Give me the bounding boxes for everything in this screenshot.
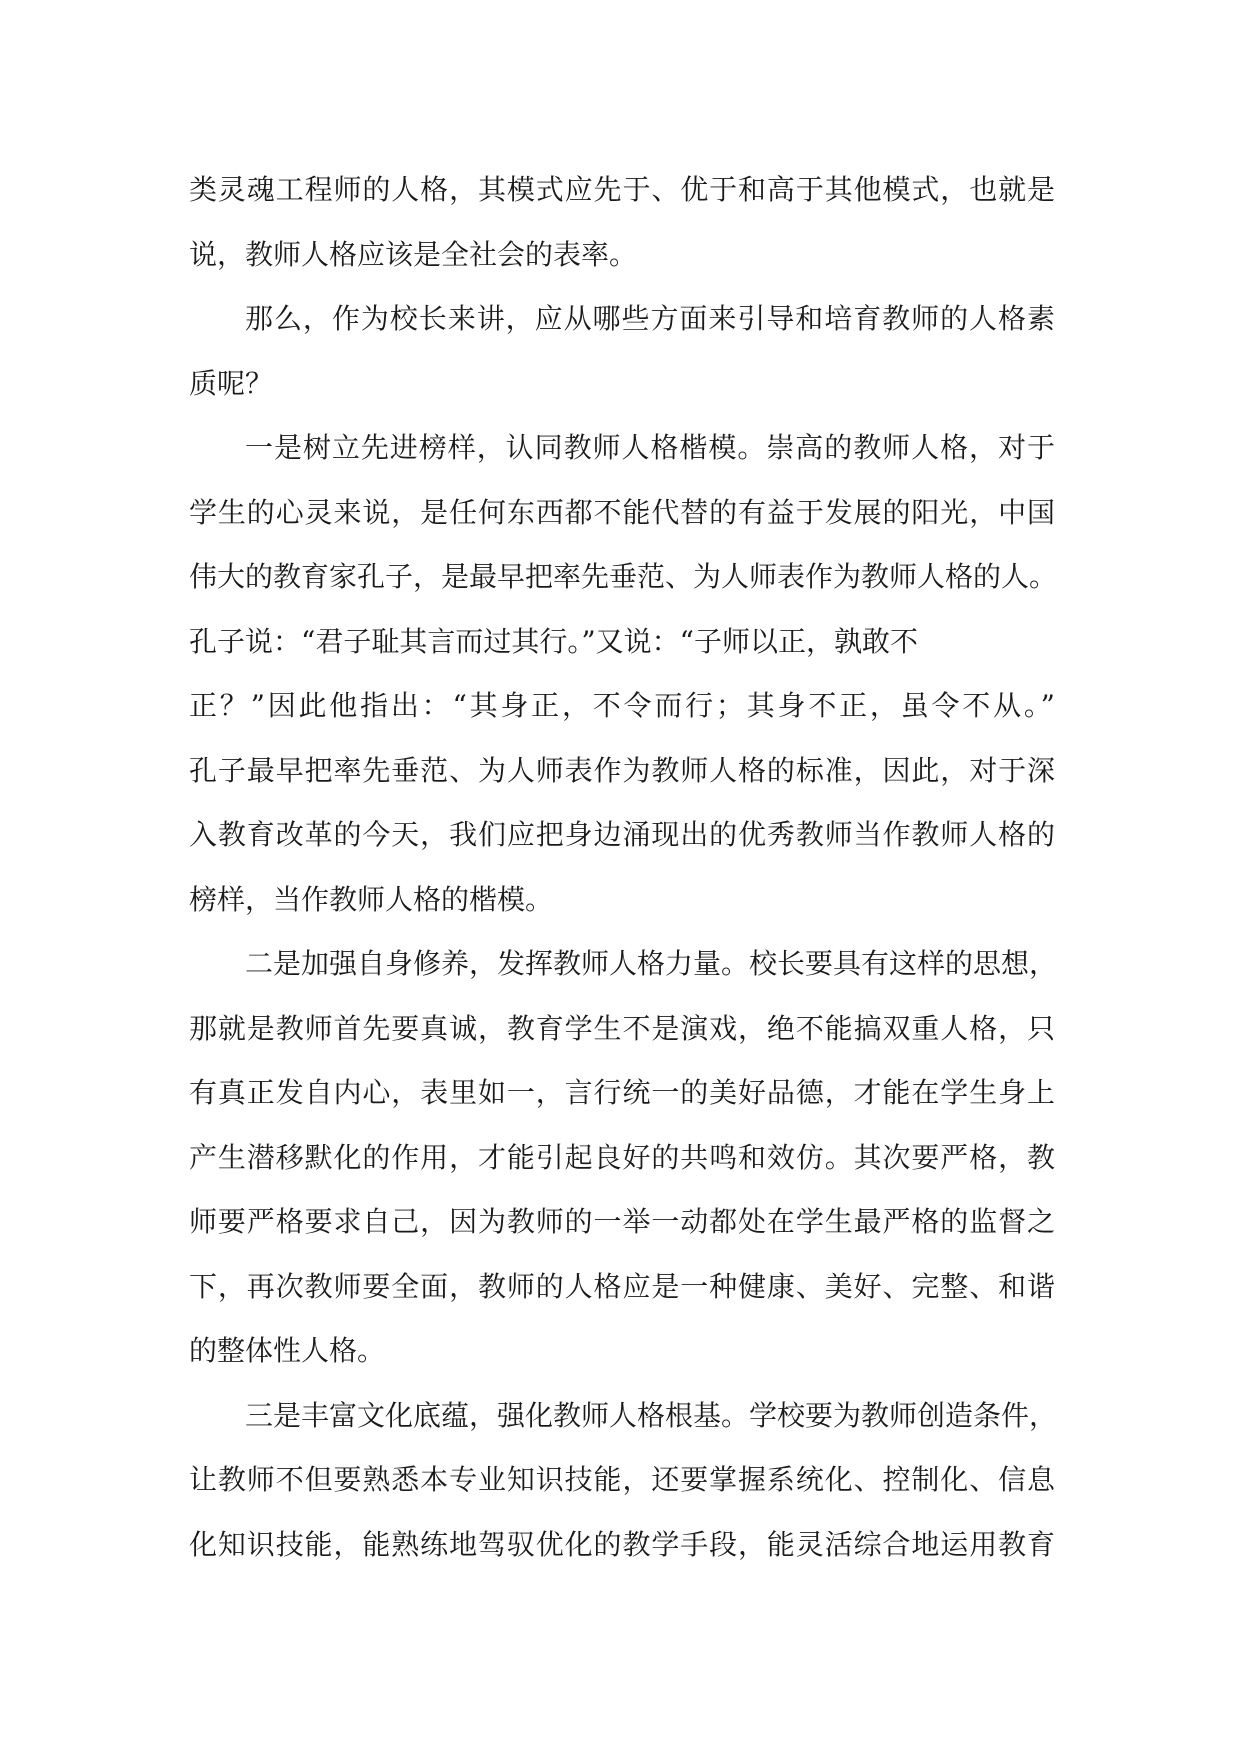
text-line: 三是丰富文化底蕴，强化教师人格根基。学校要为教师创造条件， <box>245 1398 1058 1432</box>
text-line: 质呢？ <box>189 366 274 400</box>
text-line: 有真正发自内心，表里如一，言行统一的美好品德，才能在学生身上 <box>189 1076 1055 1109</box>
text-line: 下，再次教师要全面，教师的人格应是一种健康、美好、完整、和谐 <box>189 1269 1055 1303</box>
text-line: 说，教师人格应该是全社会的表率。 <box>189 237 638 271</box>
document-body <box>189 158 1058 1577</box>
text-line: 化知识技能，能熟练地驾驭优化的教学手段，能灵活综合地运用教育 <box>189 1527 1055 1561</box>
text-line: 让教师不但要熟悉本专业知识技能，还要掌握系统化、控制化、信息 <box>189 1463 1055 1496</box>
paragraph-0 <box>189 158 1055 287</box>
text-line: 入教育改革的今天，我们应把身边涌现出的优秀教师当作教师人格的 <box>189 818 1055 851</box>
text-line: 孔子说：“君子耻其言而过其行。”又说：“子师以正，孰敢不 <box>189 624 918 658</box>
text-line: 师要严格要求自己，因为教师的一举一动都处在学生最严格的监督之 <box>189 1205 1055 1238</box>
text-line: 那么，作为校长来讲，应从哪些方面来引导和培育教师的人格素 <box>245 302 1055 335</box>
text-line: 类灵魂工程师的人格，其模式应先于、优于和高于其他模式，也就是 <box>189 173 1055 206</box>
text-line: 榜样，当作教师人格的楷模。 <box>189 882 554 916</box>
text-line: 正？”因此他指出：“其身正，不令而行；其身不正，虽令不从。” <box>189 689 1055 722</box>
paragraph-3 <box>189 932 1058 1384</box>
text-line: 孔子最早把率先垂范、为人师表作为教师人格的标准，因此，对于深 <box>189 753 1055 787</box>
text-line: 一是树立先进榜样，认同教师人格楷模。崇高的教师人格，对于 <box>245 431 1055 464</box>
text-line: 的整体性人格。 <box>189 1334 386 1367</box>
text-line: 那就是教师首先要真诚，教育学生不是演戏，绝不能搞双重人格，只 <box>189 1011 1055 1045</box>
text-line: 二是加强自身修养，发挥教师人格力量。校长要具有这样的思想， <box>245 947 1058 980</box>
text-line: 伟大的教育家孔子，是最早把率先垂范、为人师表作为教师人格的人。 <box>189 560 1058 593</box>
text-line: 学生的心灵来说，是任何东西都不能代替的有益于发展的阳光，中国 <box>189 495 1055 529</box>
paragraph-4 <box>189 1384 1058 1578</box>
text-line: 产生潜移默化的作用，才能引起良好的共鸣和效仿。其次要严格，教 <box>189 1140 1055 1174</box>
paragraph-1 <box>189 287 1055 416</box>
paragraph-2 <box>189 416 1058 932</box>
